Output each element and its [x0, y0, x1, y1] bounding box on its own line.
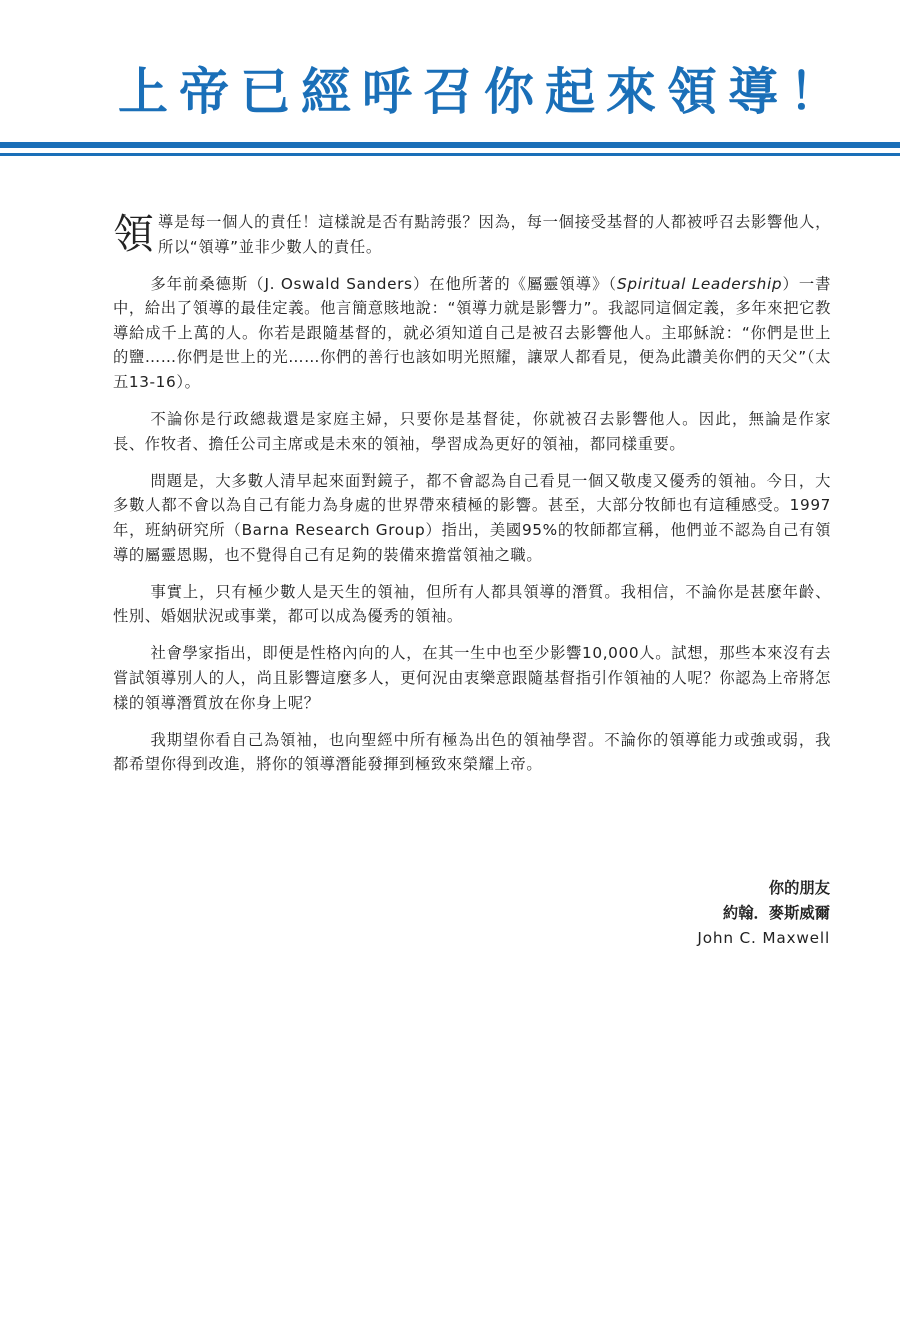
paragraph-2-text-a: 多年前桑德斯（J. Oswald Sanders）在他所著的《屬靈領導》（ — [150, 274, 618, 293]
paragraph-3: 不論你是行政總裁還是家庭主婦，只要你是基督徒，你就被召去影響他人。因此，無論是作家長、作牧者、擔任公司主席或是未來的領袖，學習成為更好的領袖，都同樣重要。 — [113, 410, 831, 453]
book-title-italic: Spiritual Leadership — [617, 274, 783, 293]
page-title: 上帝已經呼召你起來領導！ — [118, 62, 850, 121]
header-rule-thin — [0, 153, 900, 156]
paragraph-4: 問題是，大多數人清早起來面對鏡子，都不會認為自己看見一個又敬虔又優秀的領袖。今日，大多數人都不會以為自己有能力為身處的世界帶來積極的影響。甚至，大部分牧師也有這種感受。1997年，班納研究所（Barna Research Group）指出，美國95%的牧師都宣稱，他們並不認為自己有領導的屬靈恩賜，也不覺得自己有足夠的裝備來擔當領袖之職。 — [113, 471, 831, 564]
drop-cap: 領 — [113, 210, 154, 258]
paragraph-1-text: 導是每一個人的責任！這樣說是否有點誇張？因為，每一個接受基督的人都被呼召去影響他人，所以“領導”並非少數人的責任。 — [158, 213, 831, 256]
paragraph-7: 我期望你看自己為領袖，也向聖經中所有極為出色的領袖學習。不論你的領導能力或強或弱，我都希望你得到改進，將你的領導潛能發揮到極致來榮耀上帝。 — [113, 730, 831, 774]
signature-name-en: John C. Maxwell — [697, 929, 830, 947]
signature-block — [530, 876, 830, 951]
letter-body — [113, 210, 831, 789]
paragraph-6: 社會學家指出，即便是性格內向的人，在其一生中也至少影響10,000人。試想，那些本來沒有去嘗試領導別人的人，尚且影響這麼多人，更何況由衷樂意跟隨基督指引作領袖的人呢？你認為上帝將怎樣的領導潛質放在你身上呢？ — [113, 644, 831, 712]
signature-name-zh: 約翰．麥斯威爾 — [722, 904, 830, 922]
paragraph-2 — [113, 272, 831, 395]
header-rule-thick — [0, 142, 900, 148]
signature-closing: 你的朋友 — [768, 879, 830, 897]
paragraph-2-text-b: ）一書中，給出了領導的最佳定義。他言簡意賅地說：“領導力就是影響力”。我認同這個定義，多年來把它教導給成千上萬的人。你若是跟隨基督的，就必須知道自己是被召去影響他人。主耶穌說：“你們是世上的鹽……你們是世上的光……你們的善行也該如明光照耀，讓眾人都看見，便為此讚美你們的天父”（太五13-16）。 — [113, 274, 831, 392]
paragraph-1 — [113, 210, 831, 259]
paragraph-5: 事實上，只有極少數人是天生的領袖，但所有人都具領導的潛質。我相信，不論你是甚麼年齡、性別、婚姻狀況或事業，都可以成為優秀的領袖。 — [113, 582, 831, 626]
